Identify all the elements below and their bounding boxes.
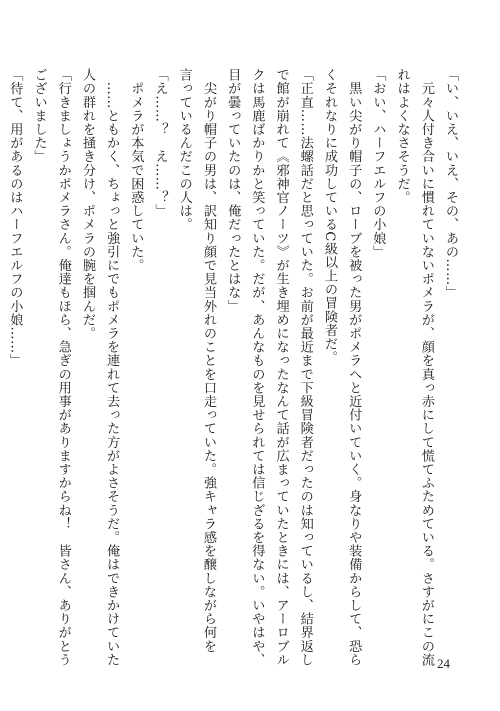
text-line: 「え……？ え……？」 xyxy=(152,68,168,218)
text-line: 尖がり帽子の男は、訳知り顔で見当外れのことを口走っていた。強キャラ感を醸しながら何を xyxy=(200,68,216,653)
text-line: 「い、いえ、いえ、その、あの……」 xyxy=(443,68,458,300)
text-line: 黒い尖がり帽子の、ローブを被った男がポメラへと近付いていく。身なりや装備からして、恐ら xyxy=(346,68,362,667)
text-line: 「おい、ハーフエルフの小娘」 xyxy=(370,68,386,259)
text-line: ……ともかく、ちょっと強引にでもポメラを連れて去った方がよさそうだ。俺はできかけていた xyxy=(104,68,120,667)
text-line: 目が曇っていたのは、俺だったとはな」 xyxy=(225,68,241,313)
text-line: ございました」 xyxy=(31,68,47,164)
text-line: ポメラが本気で困惑していた。 xyxy=(128,68,144,272)
text-line: 人の群れを掻き分け、ポメラの腕を掴んだ。 xyxy=(79,68,95,340)
text-line: くそれなりに成功しているC級以上の冒険者だ。 xyxy=(321,68,337,365)
text-line: 言っているんだこの人は。 xyxy=(176,68,192,232)
text-line: で館が崩れて《邪神官ノーツ》が生き埋めになったなんて話が広まっていたときには、アーロブル xyxy=(273,68,289,667)
text-line: クは馬鹿ばかりかと笑っていた。だが、あんなものを見せられては信じざるを得ない。いやはや、 xyxy=(249,68,265,667)
page-number: 24 xyxy=(437,656,450,671)
text-line: 「待て、用があるのはハーフエルフの小娘……」 xyxy=(7,68,23,368)
text-line: 「正直……法螺話だと思っていた。お前が最近まで下級冒険者だったのは知っているし、結界返し xyxy=(297,68,313,667)
text-line: 「行きましょうかポメラさん。俺達もほら、急ぎの用事がありますからね！ 皆さん、ありがとう xyxy=(55,68,71,667)
text-line: れはよくなさそうだ。 xyxy=(394,68,410,204)
text-line: 元々人付き合いに慣れていないポメラが、顔を真っ赤にして慌てふためている。さすがにこの流 xyxy=(418,68,434,667)
